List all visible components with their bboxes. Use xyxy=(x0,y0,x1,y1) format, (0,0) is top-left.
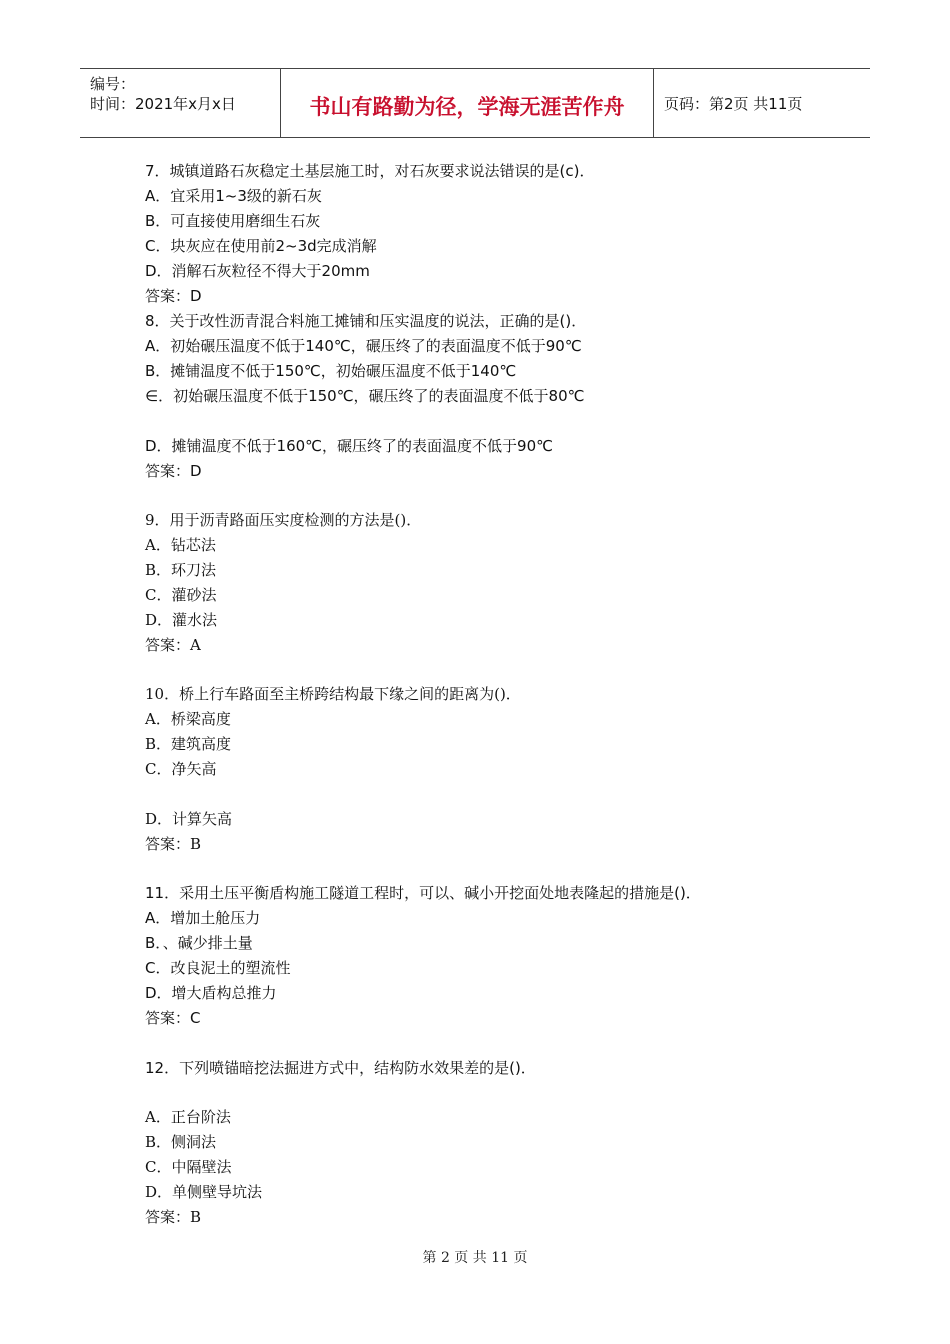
q10-question: 10．桥上行车路面至主桥跨结构最下缘之间的距离为()． xyxy=(145,685,521,703)
q12-answer: 答案：B xyxy=(145,1208,202,1226)
q10-option-b: B．建筑高度 xyxy=(145,735,232,753)
page-footer: 第 2 页 共 11 页 xyxy=(422,1250,528,1266)
time-label: 时间：2021年x月x日 xyxy=(90,95,236,113)
header-page-cell xyxy=(654,69,870,137)
q8-answer: 答案：D xyxy=(145,462,202,480)
q8-question: 8．关于改性沥青混合料施工摊铺和压实温度的说法，正确的是()． xyxy=(145,312,587,330)
q7-option-c: C．块灰应在使用前2~3d完成消解 xyxy=(145,237,377,255)
q7-option-a: A．宜采用1~3级的新石灰 xyxy=(145,187,322,205)
q11-question: 11．采用土压平衡盾构施工隧道工程时，可以、碱小开挖面处地表隆起的措施是()． xyxy=(145,884,701,902)
header-motto-cell xyxy=(281,69,654,137)
q12-option-d: D．单侧壁导坑法 xyxy=(145,1183,263,1201)
q11-option-a: A．增加土舱压力 xyxy=(145,909,261,927)
q9-option-b: B．环刀法 xyxy=(145,561,217,579)
q8-option-a: A．初始碾压温度不低于140℃，碾压终了的表面温度不低于90℃ xyxy=(145,337,582,355)
q11-option-c: C．改良泥土的塑流性 xyxy=(145,959,291,977)
motto: 书山有路勤为径，学海无涯苦作舟 xyxy=(309,95,625,119)
q11-option-b: B．、碱少排土量 xyxy=(145,934,253,952)
page-info: 页码：第2页 共11页 xyxy=(664,95,803,113)
q8-option-b: B．摊铺温度不低于150℃，初始碾压温度不低于140℃ xyxy=(145,362,517,380)
header-info-cell xyxy=(80,69,281,137)
q9-answer: 答案：A xyxy=(145,636,201,654)
q7-option-b: B．可直接使用磨细生石灰 xyxy=(145,212,321,230)
q7-answer: 答案：D xyxy=(145,287,202,305)
q12-option-c: C．中隔壁法 xyxy=(145,1158,232,1176)
q10-option-a: A．桥梁高度 xyxy=(145,710,231,728)
page-header xyxy=(80,68,870,138)
q10-option-d: D．计算矢高 xyxy=(145,810,233,828)
q10-option-c: C．净矢高 xyxy=(145,760,217,778)
q7-question: 7．城镇道路石灰稳定土基层施工时，对石灰要求说法错误的是(c)． xyxy=(145,162,595,180)
q9-option-c: C．灌砂法 xyxy=(145,586,217,604)
q11-option-d: D．增大盾构总推力 xyxy=(145,984,277,1002)
q7-option-d: D．消解石灰粒径不得大于20mm xyxy=(145,262,370,280)
q8-option-c: ∈．初始碾压温度不低于150℃，碾压终了的表面温度不低于80℃ xyxy=(145,387,585,405)
q9-option-d: D．灌水法 xyxy=(145,611,218,629)
q12-option-a: A．正台阶法 xyxy=(145,1108,231,1126)
number-label: 编号： xyxy=(90,75,136,93)
q9-question: 9．用于沥青路面压实度检测的方法是()． xyxy=(145,511,422,529)
q9-option-a: A．钻芯法 xyxy=(145,536,216,554)
q11-answer: 答案：C xyxy=(145,1009,201,1027)
q8-option-d: D．摊铺温度不低于160℃，碾压终了的表面温度不低于90℃ xyxy=(145,437,553,455)
q10-answer: 答案：B xyxy=(145,835,202,853)
q12-question: 12．下列喷锚暗挖法掘进方式中，结构防水效果差的是()． xyxy=(145,1059,536,1077)
q12-option-b: B．侧洞法 xyxy=(145,1133,217,1151)
